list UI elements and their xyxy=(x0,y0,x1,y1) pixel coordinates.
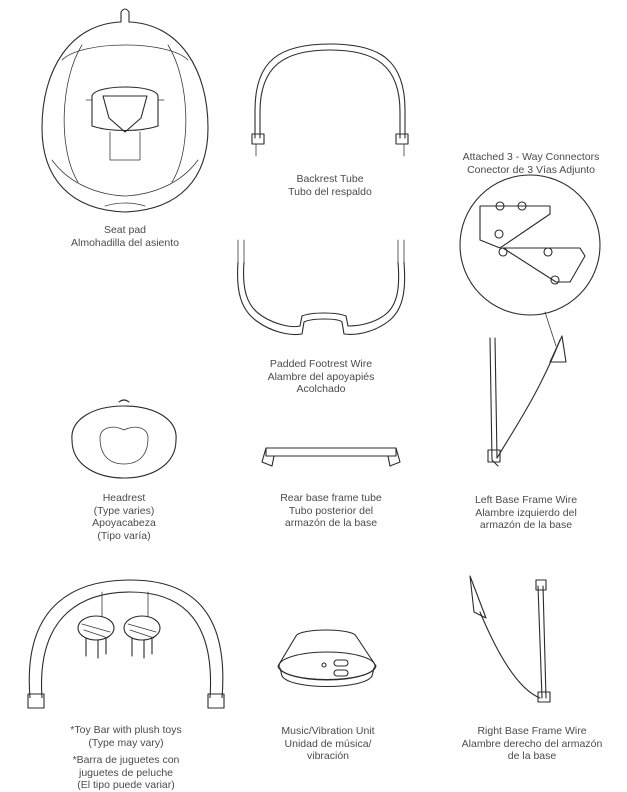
right-base-wire-label: Right Base Frame Wire Alambre derecho del armazón de la base xyxy=(461,725,603,762)
seat-pad-label: Seat pad Almohadilla del asiento xyxy=(71,224,179,249)
rear-base-tube-drawing xyxy=(262,448,400,466)
left-base-wire-drawing xyxy=(488,336,566,466)
music-unit-label: Music/Vibration Unit Unidad de música/ vibración xyxy=(281,725,375,762)
plush-toy-right xyxy=(124,616,160,658)
rear-base-tube-label: Rear base frame tube Tubo posterior del armazón de la base xyxy=(280,492,382,529)
plush-toy-left xyxy=(78,616,114,658)
seat-pad-drawing xyxy=(42,9,208,212)
footrest-wire-drawing xyxy=(238,240,405,335)
toy-bar-drawing xyxy=(28,580,224,708)
toy-bar-label-spanish: *Barra de juguetes con juguetes de peluche (El tipo puede variar) xyxy=(72,754,180,791)
footrest-wire-label: Padded Footrest Wire Alambre del apoyapiés Acolchado xyxy=(267,358,375,395)
headrest-drawing xyxy=(72,400,176,478)
right-base-wire-drawing xyxy=(470,576,550,702)
headrest-label: Headrest (Type varies) Apoyacabeza (Tipo varía) xyxy=(92,492,156,542)
backrest-tube-drawing xyxy=(252,44,408,156)
toy-bar-label: *Toy Bar with plush toys (Type may vary) xyxy=(70,724,182,749)
connectors-drawing xyxy=(460,175,600,346)
connectors-label: Attached 3 - Way Connectors Conector de 3 Vías Adjunto xyxy=(462,151,600,176)
music-unit-drawing xyxy=(278,630,376,687)
backrest-tube-label: Backrest Tube Tubo del respaldo xyxy=(288,173,372,198)
left-base-wire-label: Left Base Frame Wire Alambre izquierdo del armazón de la base xyxy=(474,494,578,531)
